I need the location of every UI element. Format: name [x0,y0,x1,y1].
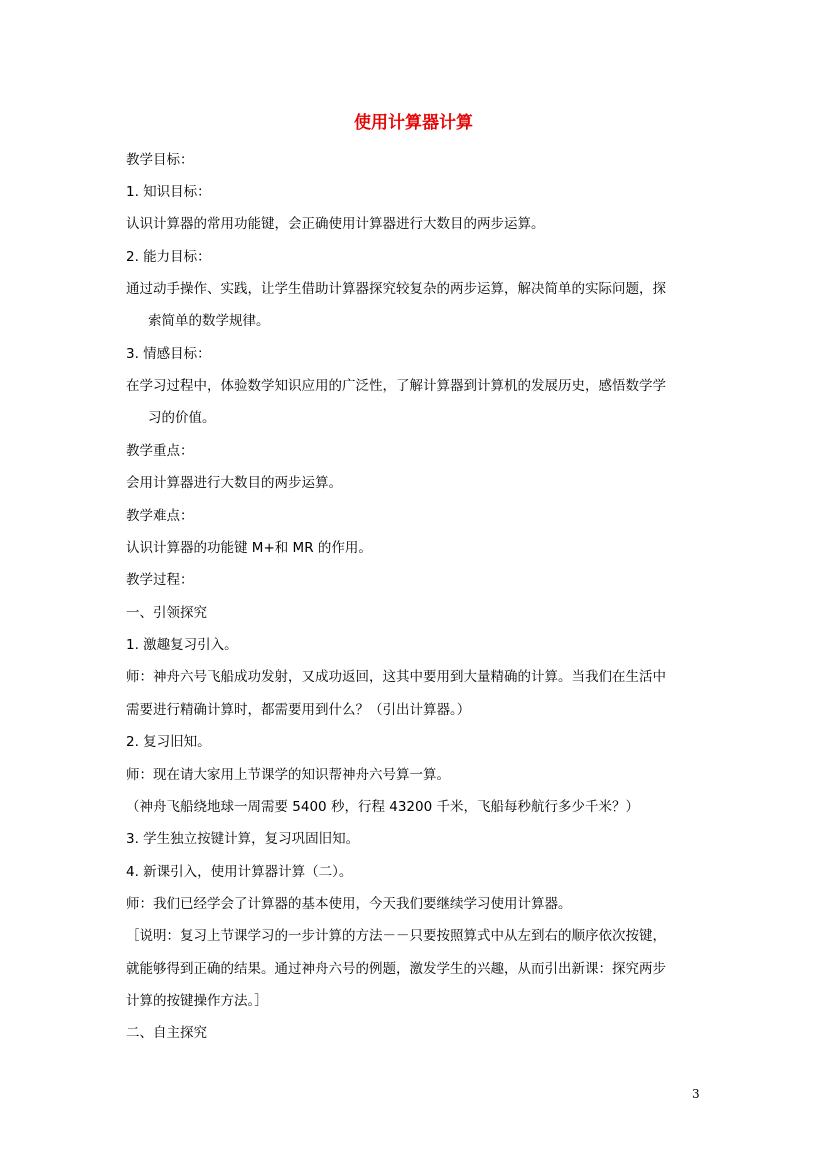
text-line: 认识计算器的功能键 M+和 MR 的作用。 [126,540,372,556]
text-line: 需要进行精确计算时，都需要用到什么？（引出计算器。） [126,702,471,718]
text-line: 索简单的数学规律。 [148,313,270,329]
text-line: 教学重点： [126,443,194,459]
text-line: 教学过程： [126,572,194,588]
text-line: （神舟飞船绕地球一周需要 5400 秒，行程 43200 千米，飞船每秒航行多少千米？） [126,799,639,815]
text-line: 2. 能力目标： [126,249,211,265]
text-line: 4. 新课引入，使用计算器计算（二）。 [126,864,353,880]
document-title: 使用计算器计算 [354,113,473,133]
text-line: 计算的按键操作方法。］ [126,993,268,1009]
text-line: 教学目标： [126,152,194,168]
text-line: 会用计算器进行大数目的两步运算。 [126,475,342,491]
text-line: 师：现在请大家用上节课学的知识帮神舟六号算一算。 [126,767,450,783]
text-line: 教学难点： [126,508,194,524]
text-line: 在学习过程中，体验数学知识应用的广泛性，了解计算器到计算机的发展历史，感悟数学学 [126,378,666,394]
text-line: 就能够得到正确的结果。通过神舟六号的例题，激发学生的兴趣，从而引出新课：探究两步 [126,961,666,977]
text-line: 3. 情感目标： [126,346,211,362]
text-line: 3. 学生独立按键计算，复习巩固旧知。 [126,831,360,847]
page-number: 3 [692,1087,700,1101]
text-line: 师：神舟六号飞船成功发射，又成功返回，这其中要用到大量精确的计算。当我们在生活中 [126,669,666,685]
text-line: 1. 知识目标： [126,184,211,200]
text-line: 习的价值。 [148,410,216,426]
text-line: 师：我们已经学会了计算器的基本使用，今天我们要继续学习使用计算器。 [126,896,572,912]
text-line: 二、自主探究 [126,1025,207,1041]
text-line: 1. 激趣复习引入。 [126,637,238,653]
text-line: 2. 复习旧知。 [126,734,211,750]
text-line: 认识计算器的常用功能键，会正确使用计算器进行大数目的两步运算。 [126,216,545,232]
text-line: ［说明：复习上节课学习的一步计算的方法－－只要按照算式中从左到右的顺序依次按键， [126,928,666,944]
text-line: 通过动手操作、实践，让学生借助计算器探究较复杂的两步运算，解决简单的实际问题，探 [126,281,666,297]
text-line: 一、引领探究 [126,605,207,621]
